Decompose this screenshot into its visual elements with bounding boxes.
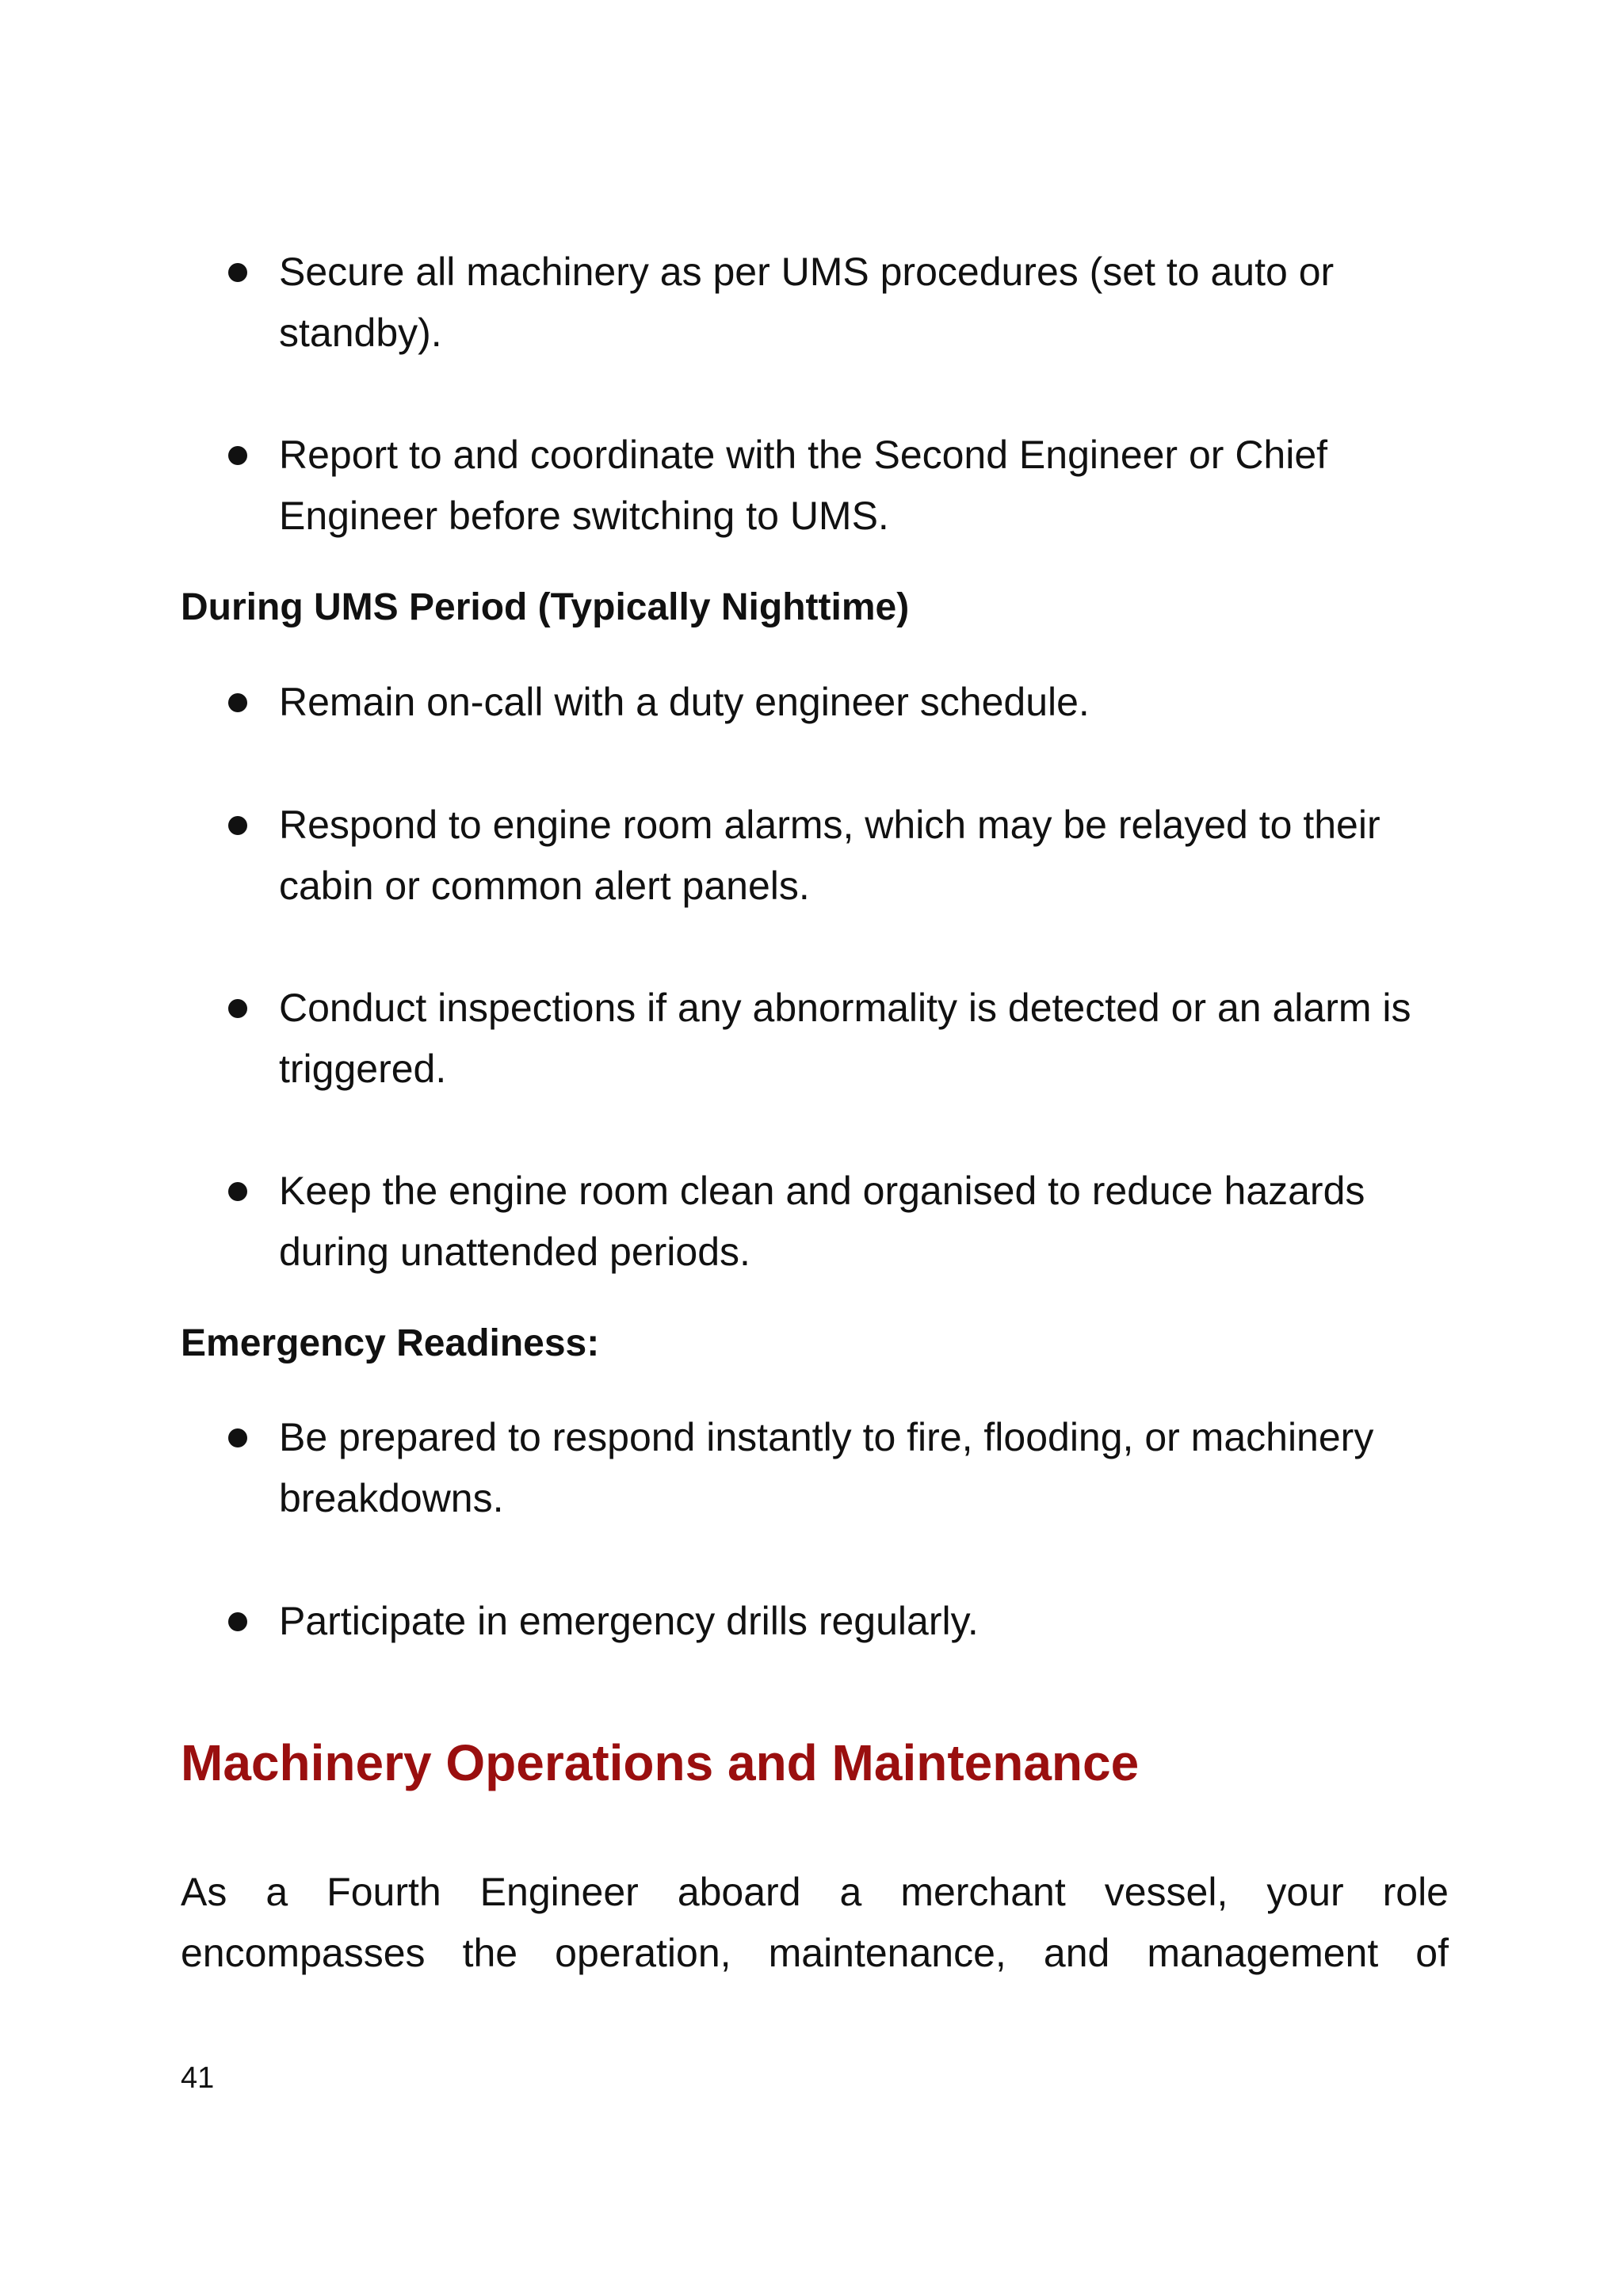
bullet-icon [228, 446, 247, 465]
bullet-icon [228, 1612, 247, 1631]
list-item-text: Report to and coordinate with the Second Engineer or Chief Engineer before switching to UMS. [279, 433, 1328, 538]
subheading-emergency-readiness: Emergency Readiness: [181, 1322, 600, 1364]
bullet-icon [228, 1428, 247, 1447]
list-item-text: Participate in emergency drills regularly. [279, 1599, 979, 1643]
bullet-icon [228, 1182, 247, 1201]
list-item-text: Remain on-call with a duty engineer schedule. [279, 680, 1090, 724]
list-item-text: Be prepared to respond instantly to fire, flooding, or machinery breakdowns. [279, 1415, 1374, 1520]
list-item-text: Secure all machinery as per UMS procedures (set to auto or standby). [279, 250, 1335, 355]
list-item-text: Respond to engine room alarms, which may be relayed to their cabin or common alert panels. [279, 803, 1381, 908]
bullet-icon [228, 693, 247, 712]
page-number: 41 [181, 2061, 215, 2095]
subheading-ums-period: During UMS Period (Typically Nighttime) [181, 586, 910, 628]
bullet-icon [228, 999, 247, 1018]
body-paragraph: As a Fourth Engineer aboard a merchant vessel, your role encompasses the operation, maintenance, and management of [181, 1870, 1449, 1975]
bullet-icon [228, 263, 247, 282]
section-heading-machinery: Machinery Operations and Maintenance [181, 1734, 1140, 1791]
list-item-text: Keep the engine room clean and organised to reduce hazards during unattended periods. [279, 1169, 1365, 1274]
list-item-text: Conduct inspections if any abnormality is detected or an alarm is triggered. [279, 986, 1411, 1091]
bullet-icon [228, 816, 247, 835]
